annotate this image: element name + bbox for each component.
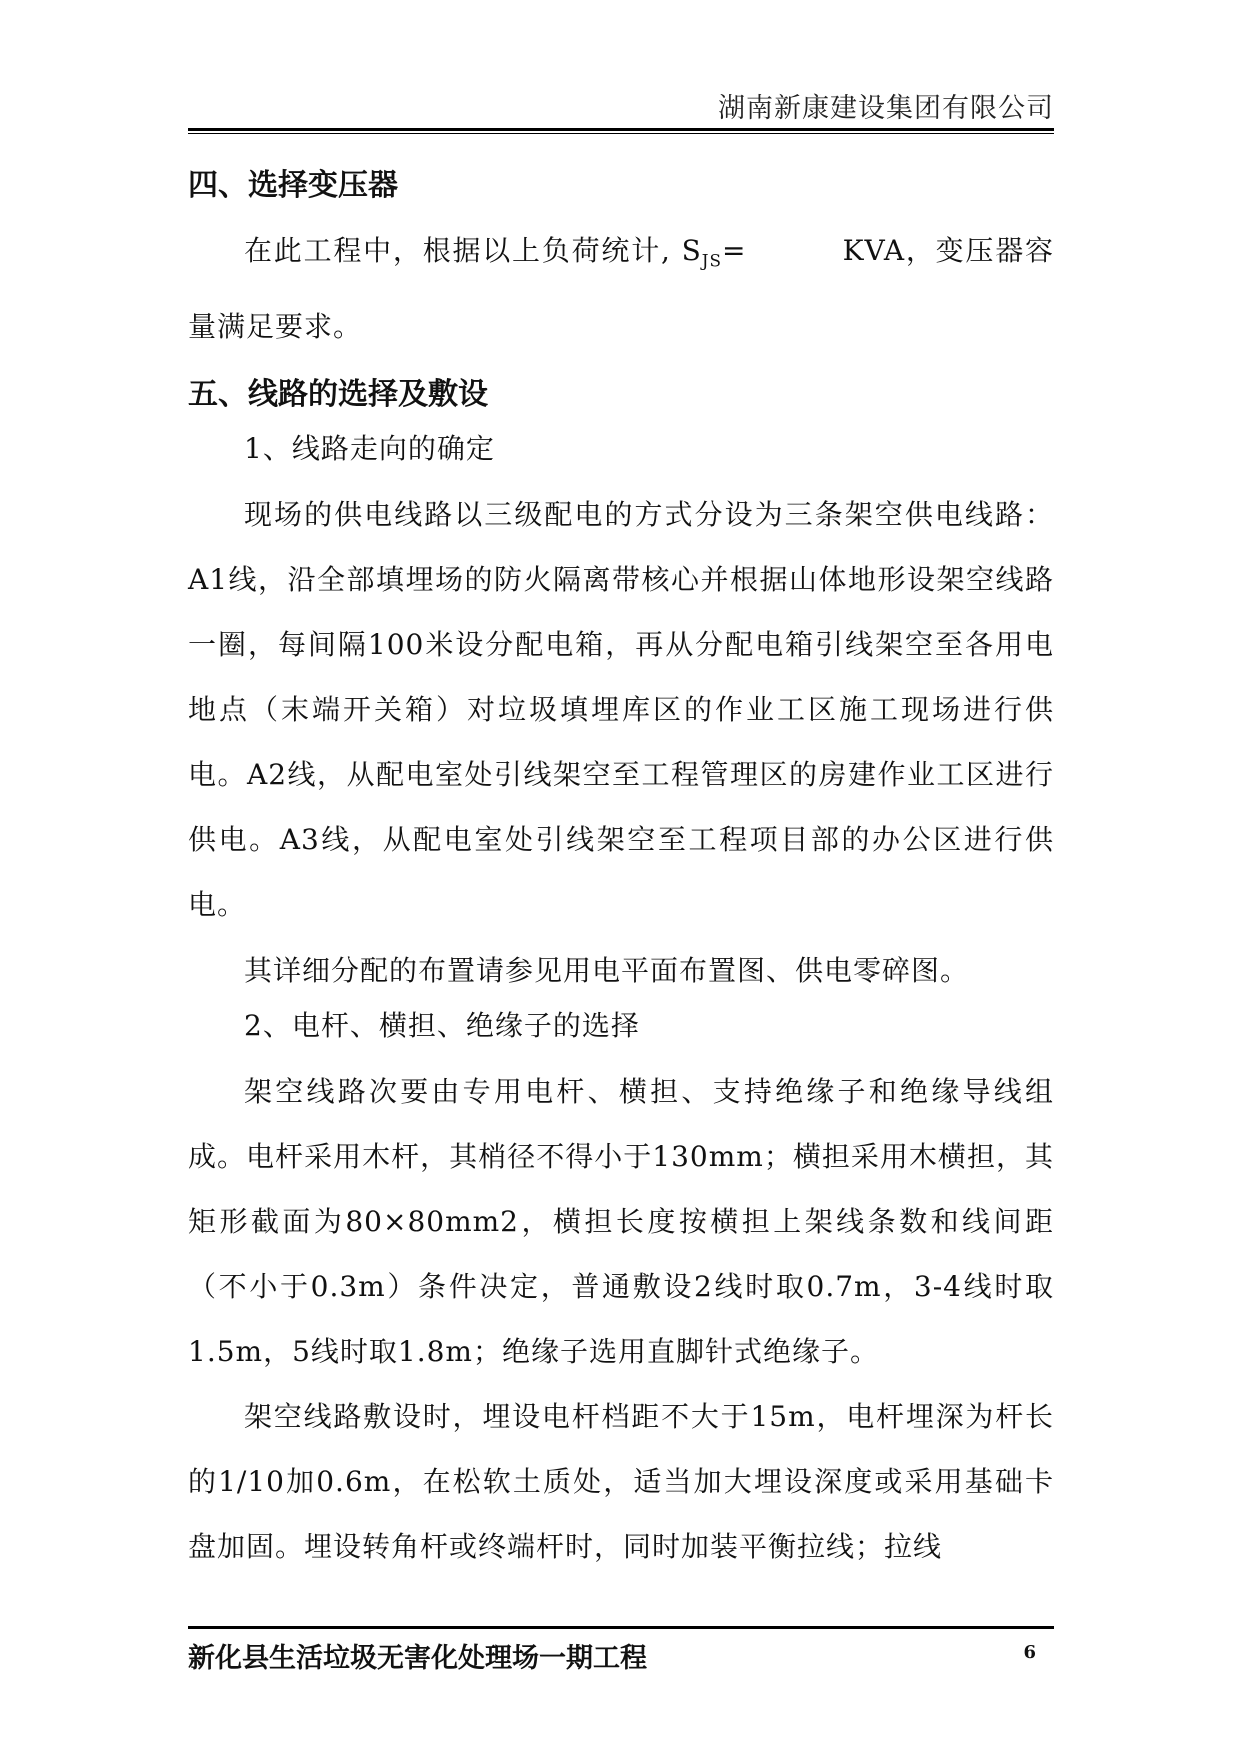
paragraph-poles: 架空线路次要由专用电杆、横担、支持绝缘子和绝缘导线组成。电杆采用木杆，其梢径不得小于130mm；横担采用木横担，其矩形截面为80×80mm2，横担长度按横担上架线条数和线间距（不小于0.3m）条件决定，普通敷设2线时取0.7m，3-4线时取1.5m，5线时取1.8m；绝缘子选用直脚针式绝缘子。	[188, 1074, 1054, 1368]
header-rule	[188, 128, 1054, 131]
paragraph-reference: 其详细分配的布置请参见用电平面布置图、供电零碎图。	[244, 953, 970, 987]
section5-heading: 五、线路的选择及敷设	[188, 376, 488, 412]
section4-heading: 四、选择变压器	[188, 168, 398, 203]
item2-heading: 2、电杆、横担、绝缘子的选择	[244, 1008, 640, 1042]
paragraph-laying: 架空线路敷设时，埋设电杆档距不大于15m，电杆埋深为杆长的1/10加0.6m，在松软土质处，适当加大埋设深度或采用基础卡盘加固。埋设转角杆或终端杆时，同时加装平衡拉线；拉线	[188, 1399, 1054, 1563]
section4-paragraph	[188, 218, 1054, 359]
item1-heading: 1、线路走向的确定	[244, 431, 495, 465]
document-body	[188, 160, 1054, 1579]
page-number: 6	[1023, 1642, 1036, 1663]
section4-text-b: = KVA，变压器容量满足要求。	[188, 234, 1055, 343]
header-rule-thin	[188, 133, 1054, 134]
header-company: 湖南新康建设集团有限公司	[718, 93, 1054, 124]
footer-project-title: 新化县生活垃圾无害化处理场一期工程	[188, 1643, 647, 1674]
paragraph-route: 现场的供电线路以三级配电的方式分设为三条架空供电线路：A1线，沿全部填埋场的防火隔离带核心并根据山体地形设架空线路一圈，每间隔100米设分配电箱，再从分配电箱引线架空至各用电地点（末端开关箱）对垃圾填埋库区的作业工区施工现场进行供电。A2线，从配电室处引线架空至工程管理区的房建作业工区进行供电。A3线，从配电室处引线架空至工程项目部的办公区进行供电。	[188, 497, 1054, 921]
section4-text-a: 在此工程中，根据以上负荷统计, S	[244, 234, 702, 267]
sjs-subscript: JS	[701, 250, 722, 271]
footer-rule	[188, 1626, 1054, 1629]
